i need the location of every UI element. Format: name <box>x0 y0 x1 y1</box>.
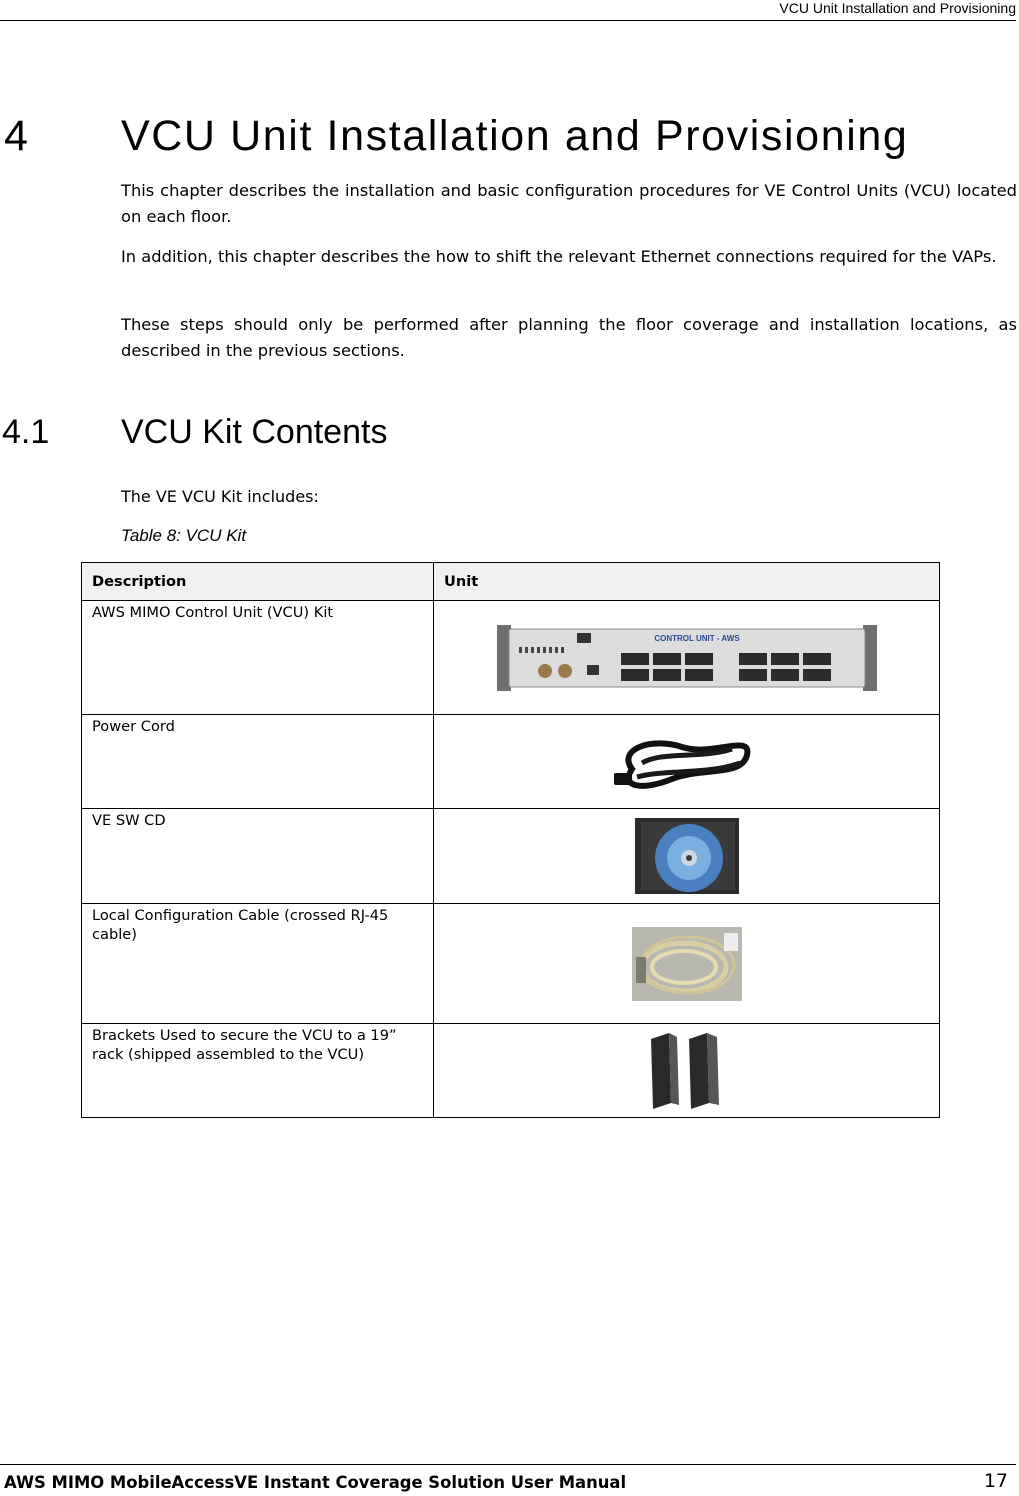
footer-doc-title: AWS MIMO MobileAccessVE Instant Coverage Solution User Manual <box>4 1473 627 1492</box>
chapter-paragraph-2: In addition, this chapter describes the how to shift the relevant Ethernet connections required for the VAPs. <box>121 247 997 266</box>
row-unit-cell <box>434 809 940 904</box>
row-description: AWS MIMO Control Unit (VCU) Kit <box>82 601 434 715</box>
chapter-title-text: VCU Unit Installation and Provisioning <box>121 112 909 160</box>
row-unit-cell <box>434 1024 940 1118</box>
page-number: 17 <box>983 1470 1008 1492</box>
row-unit-cell <box>434 715 940 809</box>
page-footer <box>0 1464 1016 1496</box>
row-description: Local Configuration Cable (crossed RJ-45 cable) <box>82 904 434 1024</box>
running-header <box>0 0 1016 21</box>
chapter-title <box>4 112 908 161</box>
column-header-unit: Unit <box>434 563 940 601</box>
column-header-description: Description <box>82 563 434 601</box>
chapter-paragraph-1: This chapter describes the installation and basic configuration procedures for VE Control Units (VCU) located on each floor. <box>121 181 1017 226</box>
section-title <box>2 413 387 452</box>
row-description: Power Cord <box>82 715 434 809</box>
table-row <box>82 1024 940 1118</box>
table-row <box>82 715 940 809</box>
cd-photo <box>635 818 739 894</box>
row-description: VE SW CD <box>82 809 434 904</box>
table-row <box>82 904 940 1024</box>
vcu-unit-photo <box>497 623 877 693</box>
vcu-kit-table <box>81 562 940 1118</box>
chapter-number: 4 <box>4 112 30 160</box>
section-number: 4.1 <box>2 413 50 451</box>
row-unit-cell <box>434 601 940 715</box>
vcu-panel-label: CONTROL UNIT - AWS <box>653 633 740 643</box>
power-cord-photo <box>612 729 762 795</box>
rj45-cable-photo <box>632 927 742 1001</box>
table-row <box>82 601 940 715</box>
chapter-paragraph-3: These steps should only be performed after planning the floor coverage and installation locations, as described in the previous sections. <box>121 315 1017 360</box>
section-title-text: VCU Kit Contents <box>121 413 388 451</box>
table-row <box>82 809 940 904</box>
table-caption: Table 8: VCU Kit <box>121 526 247 545</box>
row-unit-cell <box>434 904 940 1024</box>
running-header-title: VCU Unit Installation and Provisioning <box>779 0 1016 16</box>
table-header-row <box>82 563 940 601</box>
row-description: Brackets Used to secure the VCU to a 19” rack (shipped assembled to the VCU) <box>82 1024 434 1118</box>
kit-intro: The VE VCU Kit includes: <box>121 487 319 506</box>
rack-brackets-photo <box>647 1031 727 1111</box>
